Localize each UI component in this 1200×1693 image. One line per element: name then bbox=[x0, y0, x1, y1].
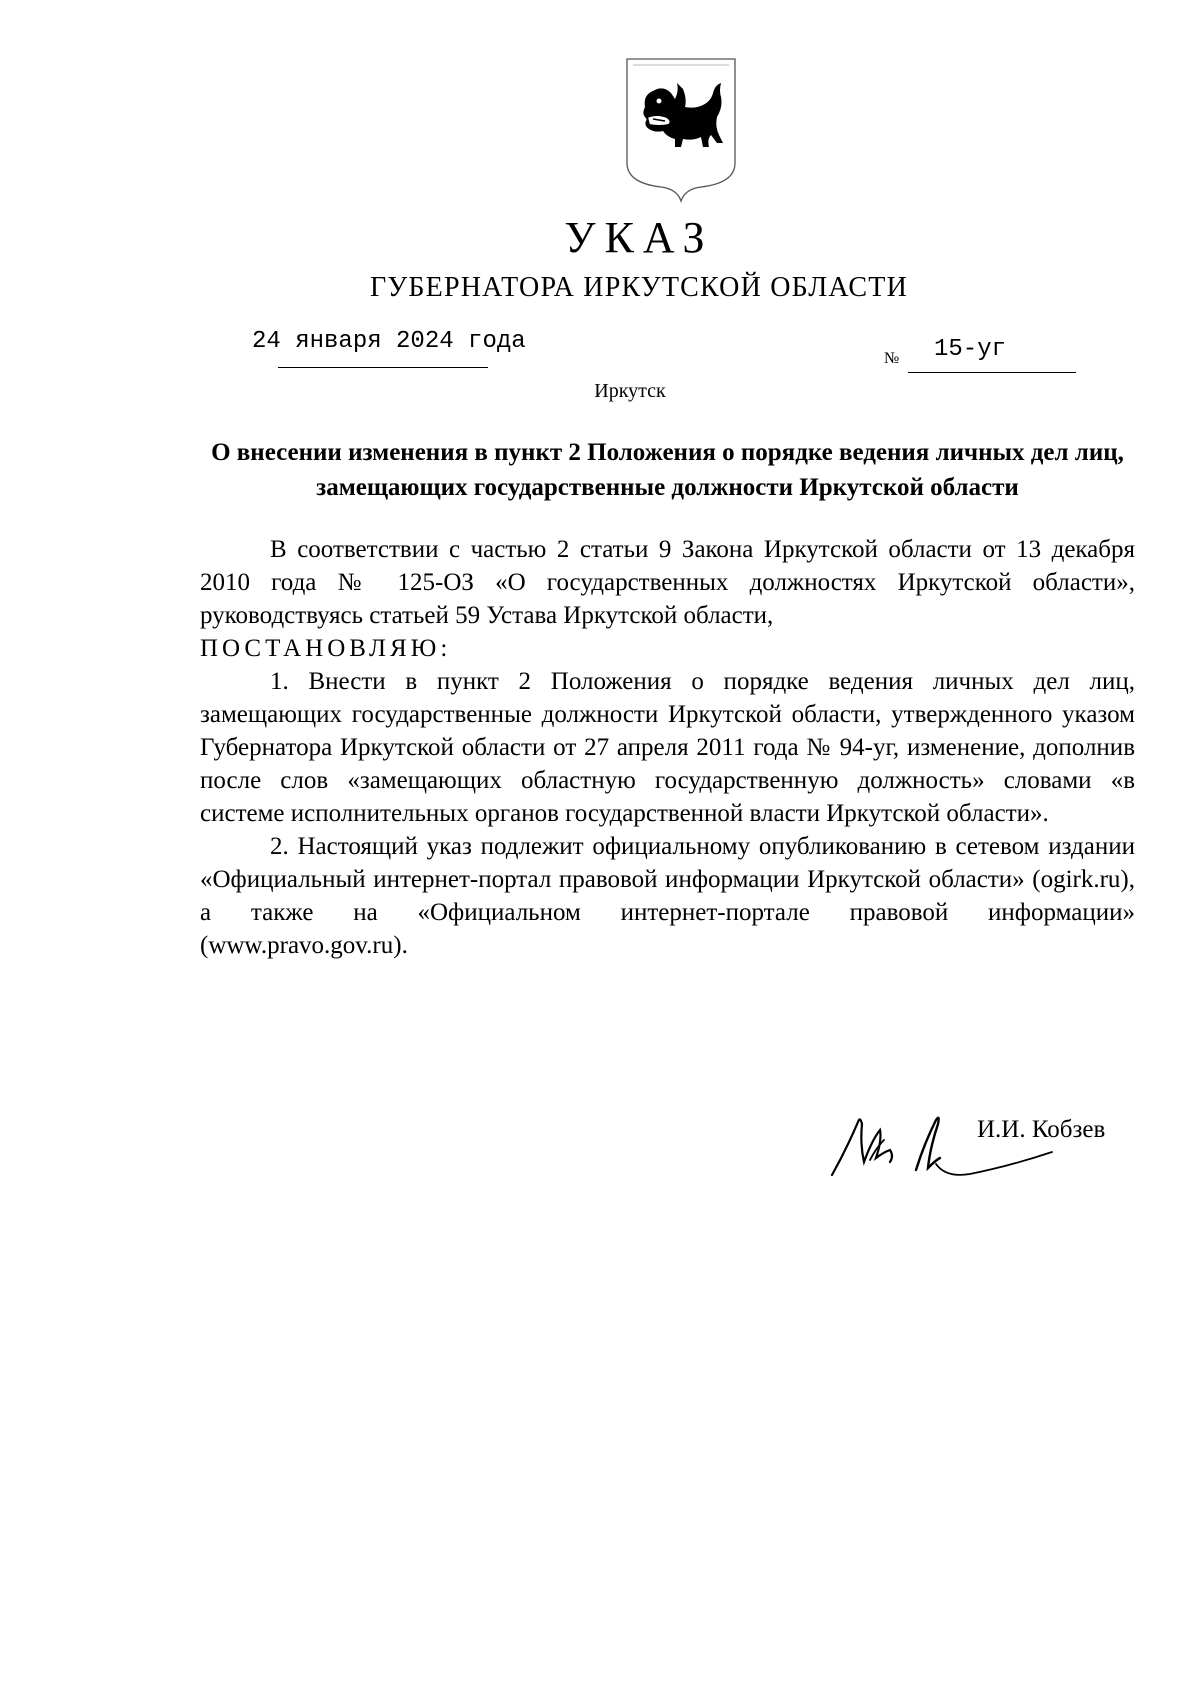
decree-word: ПОСТАНОВЛЯЮ: bbox=[200, 635, 452, 662]
number-sign: № bbox=[884, 350, 900, 367]
item-paragraph-1: 1. Внести в пункт 2 Положения о порядке ведения личных дел лиц, замещающих государственные должности Иркутской области, утвержденного указом Губернатора Иркутской области от 27 апреля 2011 года № 94-уг, изменение, дополнив после слов «замещающих областную государственную должность» словами «в системе исполнительных органов государственной власти Иркутской области». bbox=[200, 668, 1135, 827]
document-title: УКАЗ bbox=[564, 213, 714, 262]
date-underline bbox=[278, 367, 488, 368]
number-underline bbox=[908, 372, 1076, 373]
preamble-paragraph: В соответствии с частью 2 статьи 9 Закона Иркутской области от 13 декабря 2010 года № 125-ОЗ «О государственных должностях Иркутской области», руководствуясь статьей 59 Устава Иркутской области, bbox=[200, 536, 1135, 629]
signer-name: И.И. Кобзев bbox=[977, 1116, 1106, 1143]
item-paragraph-2: 2. Настоящий указ подлежит официальному опубликованию в сетевом издании «Официальный интернет-портал правовой информации Иркутской области» (ogirk.ru), а также на «Официальном интернет-портале правовой информации» (www.pravo.gov.ru). bbox=[200, 833, 1135, 959]
document-number: 15-уг bbox=[934, 336, 1007, 363]
coat-of-arms-icon bbox=[623, 55, 739, 205]
document-city: Иркутск bbox=[594, 380, 666, 402]
handwritten-signature bbox=[820, 1100, 1060, 1195]
document-subtitle: ГУБЕРНАТОРА ИРКУТСКОЙ ОБЛАСТИ bbox=[369, 272, 909, 303]
document-date: 24 января 2024 года bbox=[252, 328, 526, 355]
document-body bbox=[200, 533, 1135, 962]
document-heading: О внесении изменения в пункт 2 Положения о порядке ведения личных дел лиц, замещающих государственные должности Иркутской области bbox=[211, 439, 1124, 501]
